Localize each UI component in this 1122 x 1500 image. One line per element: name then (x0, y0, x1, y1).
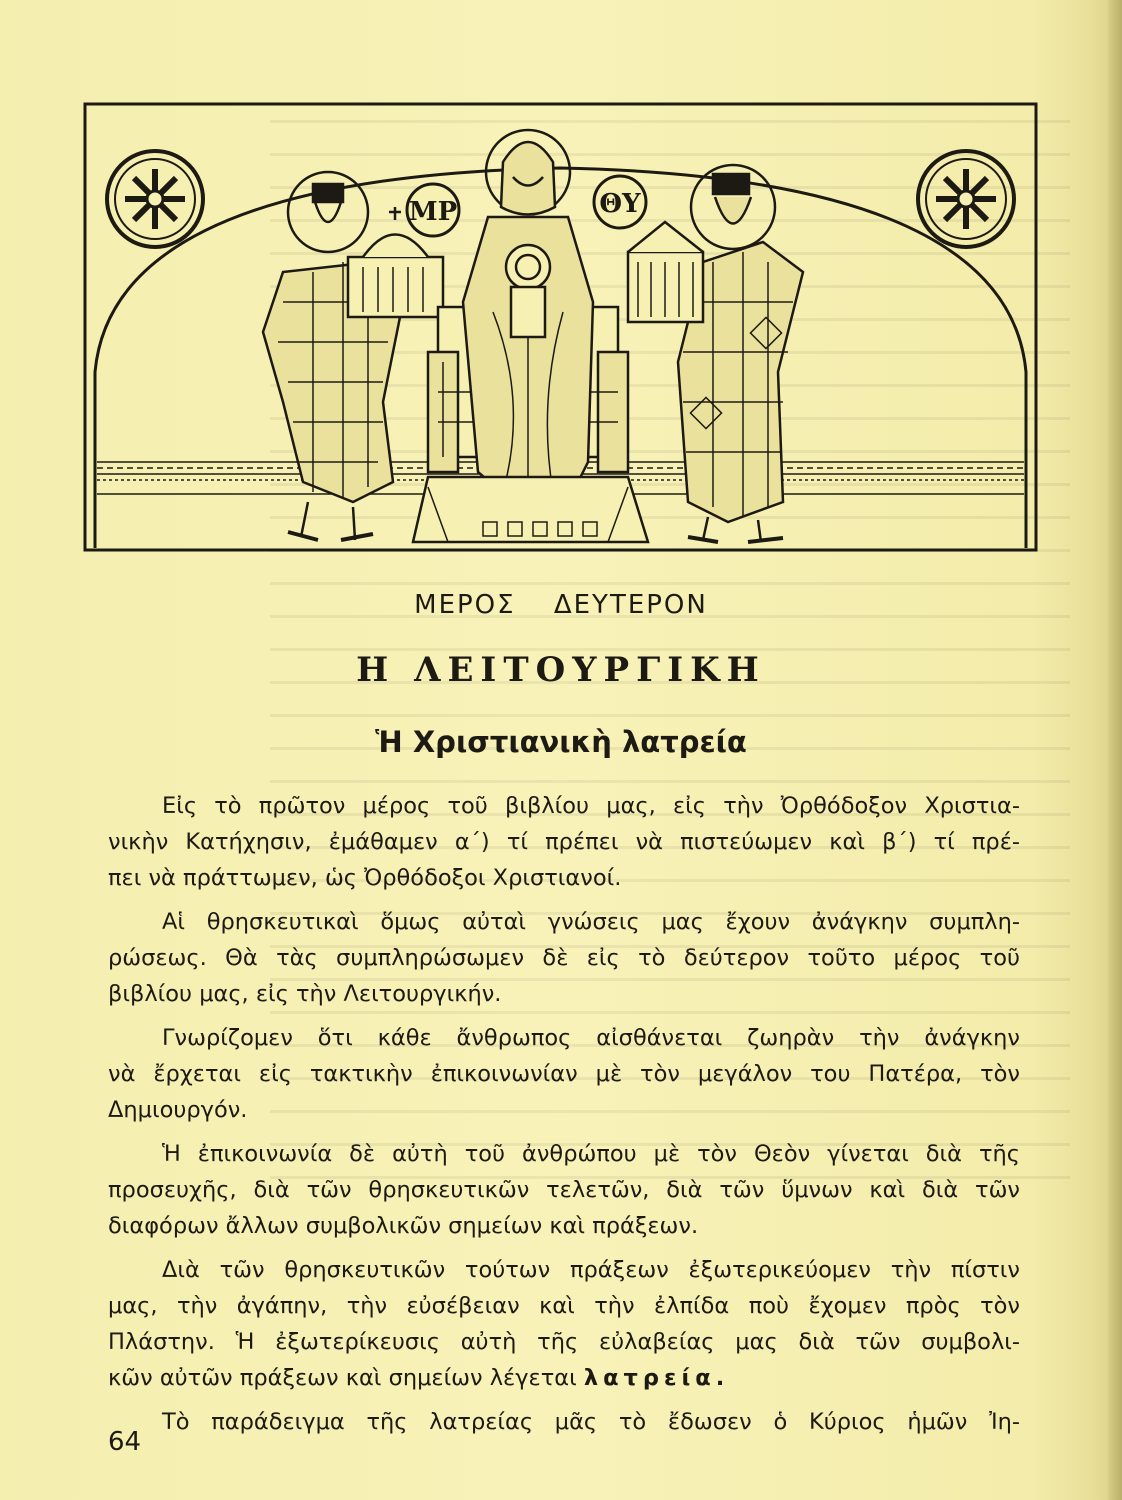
book-spine-edge (1108, 0, 1122, 1500)
section-label-part-1: ΜΕΡΟΣ (414, 590, 516, 620)
paragraph-2 (108, 904, 1020, 1012)
byzantine-illustration (83, 102, 1038, 567)
mp-monogram-text: ΜΡ (408, 197, 458, 227)
right-chi-rho-medallion (918, 151, 1014, 247)
text-line (108, 1360, 1020, 1396)
paragraph-5 (108, 1252, 1020, 1396)
latreia-term: λατρεία. (583, 1365, 730, 1391)
chapter-subtitle: Ἡ Χριστιανικὴ λατρεία (375, 725, 747, 759)
section-label (0, 590, 1122, 620)
text-line: Διὰ τῶν θρησκευτικῶν τούτων πράξεων ἐξωτερικεύομεν τὴν πίστιν (162, 1257, 1020, 1283)
page-number: 64 (108, 1427, 142, 1457)
paragraph-3 (108, 1020, 1020, 1128)
text-line: Ἡ ἐπικοινωνία δὲ αὐτὴ τοῦ ἀνθρώπου μὲ τὸν Θεὸν γίνεται διὰ τῆς (162, 1141, 1020, 1167)
text-line: διαφόρων ἄλλων συμβολικῶν σημείων καὶ πράξεων. (108, 1213, 699, 1239)
text-line: προσευχῆς, διὰ τῶν θρησκευτικῶν τελετῶν, διὰ τῶν ὕμνων καὶ διὰ τῶν (108, 1177, 1020, 1203)
text-line: Αἱ θρησκευτικαὶ ὅμως αὐταὶ γνώσεις μας ἔχουν ἀνάγκην συμπλη- (162, 909, 1020, 935)
right-emperor-figure (628, 165, 803, 542)
chapter-title: Η ΛΕΙΤΟΥΡΓΙΚΗ (356, 650, 766, 690)
text-line: νὰ ἔρχεται εἰς τακτικὴν ἐπικοινωνίαν μὲ τὸν μεγάλον του Πατέρα, τὸν (108, 1061, 1020, 1087)
text-line: ρώσεως. Θὰ τὰς συμπληρώσωμεν δὲ εἰς τὸ δεύτερον τοῦτο μέρος τοῦ (108, 945, 1020, 971)
left-chi-rho-medallion (107, 151, 203, 247)
mp-monogram (407, 184, 459, 236)
th-y-monogram (594, 176, 646, 228)
paragraph-4 (108, 1136, 1020, 1244)
text-line-prefix: κῶν αὐτῶν πράξεων καὶ σημείων λέγεται (108, 1365, 577, 1391)
text-line: νικὴν Κατήχησιν, ἐμάθαμεν α΄) τί πρέπει νὰ πιστεύωμεν καὶ β΄) τί πρέ- (108, 829, 1020, 855)
text-line: Πλάστην. Ἡ ἐξωτερίκευσις αὐτὴ τῆς εὐλαβείας μας διὰ τῶν συμβολι- (108, 1329, 1020, 1355)
text-line: Εἰς τὸ πρῶτον μέρος τοῦ βιβλίου μας, εἰς τὴν Ὀρθόδοξον Χριστια- (162, 793, 1020, 819)
text-line: Τὸ παράδειγμα τῆς λατρείας μᾶς τὸ ἔδωσεν ὁ Κύριος ἡμῶν Ἰη- (162, 1409, 1020, 1435)
text-line: μας, τὴν ἀγάπην, τὴν εὐσέβειαν καὶ τὴν ἐλπίδα ποὺ ἔχομεν πρὸς τὸν (108, 1293, 1020, 1319)
paragraph-1 (108, 788, 1020, 896)
section-label-part-2: ΔΕΥΤΕΡΟΝ (553, 590, 708, 620)
text-line: βιβλίου μας, εἰς τὴν Λειτουργικήν. (108, 981, 502, 1007)
th-y-monogram-text: ΘΥ (599, 189, 641, 219)
body-text (108, 788, 1020, 1448)
city-model-right (628, 222, 703, 322)
paragraph-6 (108, 1404, 1020, 1440)
text-line: πει νὰ πράττωμεν, ὡς Ὀρθόδοξοι Χριστιανοί. (108, 865, 622, 891)
text-line: Δημιουργόν. (108, 1097, 248, 1123)
text-line: Γνωρίζομεν ὅτι κάθε ἄνθρωπος αἰσθάνεται ζωηρὰν τὴν ἀνάγκην (162, 1025, 1020, 1051)
